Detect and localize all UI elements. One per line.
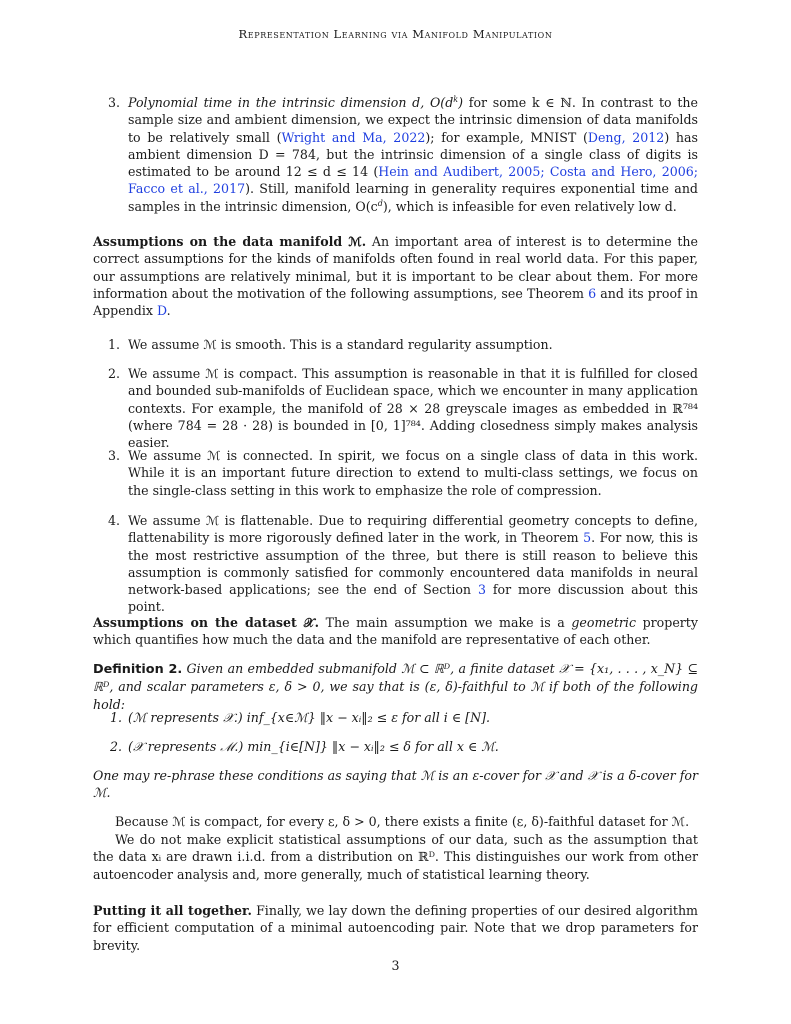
list-item-body: We assume ℳ is compact. This assumption is reasonable in that it is fulfilled for closed and bounded sub-manifolds of Euclidean space, which we encounter in many application contexts. For example, the manifold of 28 × 28 greyscale images as embedded in ℝ⁷⁸⁴ (where 784 = 28 · 28) is bounded in [0, 1]⁷⁸⁴. Adding closedness simply makes analysis easier.	[128, 366, 698, 451]
definition-2	[93, 660, 698, 713]
running-header: Representation Learning via Manifold Manipulation	[238, 27, 553, 41]
list-number: 1.	[110, 710, 123, 725]
paragraph-statistical: We do not make explicit statistical assumptions of our data, such as the assumption that the data xᵢ are drawn i.i.d. from a distribution on ℝᴰ. This distinguishes our work from other autoencoder analysis and, more generally, much of statistical learning theory.	[93, 832, 698, 882]
page-number: 3	[391, 958, 400, 973]
item-text: ); for example, MNIST (	[425, 129, 588, 145]
list-item-body	[128, 94, 698, 215]
item-text: . For now, this is the most restrictive assumption of the three, but there is still reason to believe this assumption is commonly satisfied for commonly encountered data manifolds in neural network-based applications; see the end of Section	[128, 530, 698, 598]
item-text: for more discussion about this point.	[128, 582, 698, 615]
item-text: ) has ambient dimension D = 784, but the intrinsic dimension of a single class of digits is estimated to be around 12 ≤ d ≤ 14 (	[128, 129, 698, 180]
paragraph-assumptions-dataset	[93, 614, 698, 649]
item-text: We assume ℳ is flattenable. Due to requiring differential geometry concepts to define, flattenability is more rigorously defined later in the work, in Theorem	[128, 513, 698, 546]
list-number: 3.	[108, 448, 121, 463]
theorem-ref-link[interactable]: 6	[588, 285, 597, 301]
definition-heading: Definition 2.	[93, 662, 183, 677]
list-number: 3.	[108, 95, 121, 110]
paragraph-assumptions-manifold	[93, 233, 698, 319]
item-text: for some k ∈ ℕ. In contrast to the sample size and ambient dimension, we expect the intrinsic dimension of data manifolds to be relatively small (	[128, 95, 698, 145]
paragraph-text: and its proof in Appendix	[93, 285, 698, 319]
list-item-body: We assume ℳ is smooth. This is a standard regularity assumption.	[128, 337, 553, 352]
paragraph-text: The main assumption we make is a	[319, 615, 572, 630]
section-ref-link[interactable]: 3	[477, 582, 486, 598]
theorem-ref-link[interactable]: 5	[583, 530, 592, 546]
list-item-body	[128, 512, 698, 616]
citation-link[interactable]: Wright and Ma, 2022	[281, 129, 426, 145]
definition-text: Given an embedded submanifold ℳ ⊂ ℝᴰ, a finite dataset 𝒳 = {x₁, . . . , x_N} ⊆ ℝᴰ, and scalar parameters ε, δ > 0, we say that is (ε, δ)-faithful to ℳ if both of the following hold:	[93, 661, 698, 712]
item-text: ), which is infeasible for even relatively low d.	[382, 198, 677, 214]
list-number: 2.	[108, 366, 121, 381]
paragraph-heading: Assumptions on the dataset 𝒳.	[93, 615, 319, 630]
paragraph-text: .	[166, 303, 171, 319]
appendix-ref-link[interactable]: D	[156, 303, 167, 319]
item-lead-end: )	[458, 95, 464, 110]
paragraph-text: property which quantifies how much the data and the manifold are representative of each other.	[93, 615, 698, 648]
emphasis: geometric	[571, 615, 637, 630]
list-item-body: We assume ℳ is connected. In spirit, we focus on a single class of data in this work. While it is an important future direction to extend to multi-class settings, we focus on the single-class setting in this work to emphasize the role of compression.	[128, 448, 698, 498]
paragraph-putting-together	[93, 902, 698, 954]
list-number: 2.	[110, 739, 123, 754]
paragraph-text: Finally, we lay down the defining properties of our desired algorithm for efficient computation of a minimal autoencoding pair. Note that we drop parameters for brevity.	[93, 903, 698, 953]
paragraph-heading: Assumptions on the data manifold ℳ.	[93, 234, 367, 249]
superscript: k	[453, 94, 459, 104]
list-number: 4.	[108, 513, 121, 528]
list-number: 1.	[108, 337, 121, 352]
paragraph-text: An important area of interest is to determine the correct assumptions for the kinds of manifolds often found in real world data. For this paper, our assumptions are relatively minimal, but it is important to be clear about them. For more information about the motivation of the following assumptions, see Theorem	[93, 234, 698, 301]
superscript: d	[377, 198, 383, 208]
item-text: ). Still, manifold learning in generality requires exponential time and samples in the intrinsic dimension, O(c	[128, 181, 698, 214]
citation-link[interactable]: Hein and Audibert, 2005; Costa and Hero, 2006; Facco et al., 2017	[128, 164, 698, 197]
definition-remark: One may re-phrase these conditions as saying that ℳ is an ε-cover for 𝒳 and 𝒳 is a δ-cover for ℳ.	[93, 768, 698, 801]
citation-link[interactable]: Deng, 2012	[587, 129, 665, 145]
paragraph-compact: Because ℳ is compact, for every ε, δ > 0, there exists a finite (ε, δ)-faithful dataset for ℳ.	[115, 814, 690, 829]
list-item-body: (𝒳 represents ℳ.) min_{i∈[N]} ‖x − xᵢ‖₂ ≤ δ for all x ∈ ℳ.	[128, 739, 499, 754]
item-lead: Polynomial time in the intrinsic dimension d, O(d	[128, 95, 454, 110]
list-item-body: (ℳ represents 𝒳.) inf_{x∈ℳ} ‖x − xᵢ‖₂ ≤ ε for all i ∈ [N].	[128, 710, 491, 725]
paragraph-heading: Putting it all together.	[93, 903, 252, 918]
